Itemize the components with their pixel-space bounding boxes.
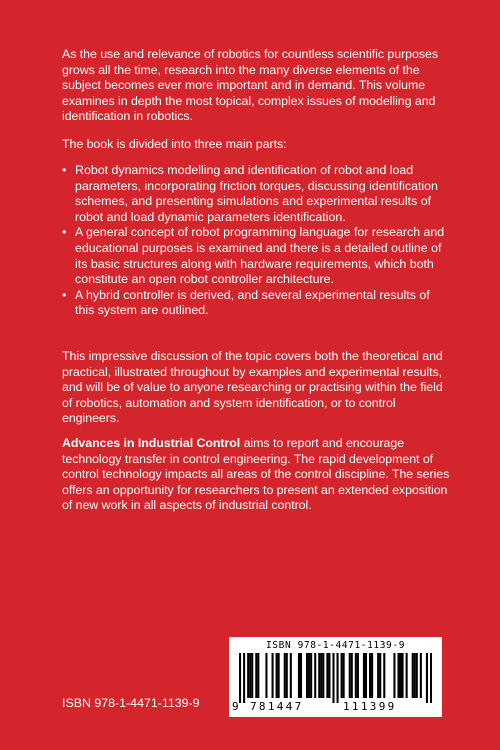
barcode-bar xyxy=(420,653,422,698)
series-paragraph xyxy=(62,436,452,514)
barcode-first-digit: 9 xyxy=(232,700,239,713)
barcode-bar xyxy=(290,653,292,698)
barcode-right-digits: 111399 xyxy=(343,700,397,713)
barcode-bar xyxy=(397,653,399,698)
barcode-bar xyxy=(355,653,357,698)
barcode xyxy=(229,637,442,717)
bullet-icon: • xyxy=(62,287,67,302)
barcode-bar xyxy=(272,653,274,698)
barcode-bar xyxy=(328,653,330,698)
barcode-bar xyxy=(363,653,365,698)
barcode-bar xyxy=(306,653,308,698)
barcode-bar xyxy=(318,653,320,698)
series-description: aims to report and encourage technology transfer in control engineering. The rapid development of control technology impacts all areas of the control discipline. The series offers an opportunity for researchers to present an extended exposition of new work in all aspects of industrial control. xyxy=(62,436,450,513)
barcode-bar xyxy=(308,653,310,698)
barcode-bar xyxy=(341,653,343,698)
list-item-text: Robot dynamics modelling and identification of robot and load parameters, incorporating friction torques, discussing identification schemes, and presenting simulations and experimental results of robot and load dynamic parameters identification. xyxy=(75,163,438,224)
intro-paragraph: As the use and relevance of robotics for countless scientific purposes grows all the time, research into the many diverse elements of the subject becomes ever more important and in demand. This volume examines in depth the most topical, complex issues of modelling and identification in robotics. xyxy=(62,47,438,124)
barcode-bar xyxy=(416,653,418,698)
barcode-bar xyxy=(320,653,322,698)
barcode-bar xyxy=(337,653,339,703)
barcode-bar xyxy=(379,653,381,698)
barcode-bar xyxy=(426,653,428,703)
list-item-text: A hybrid controller is derived, and several experimental results of this system are outlined. xyxy=(75,287,430,318)
barcode-bar xyxy=(377,653,379,698)
series-name: Advances in Industrial Control xyxy=(62,436,241,450)
list-item xyxy=(62,163,452,225)
barcode-bar xyxy=(276,653,278,698)
bullet-icon: • xyxy=(62,163,67,177)
summary-paragraph: This impressive discussion of the topic covers both the theoretical and practical, illustrated throughout by examples and experimental results, and will be of value to anyone researching or practising within the field of robotics, automation and system identification, or to control engineers. xyxy=(62,349,443,426)
barcode-bar xyxy=(406,653,408,698)
barcode-bar xyxy=(365,653,367,698)
barcode-bar xyxy=(278,653,280,698)
barcode-bar xyxy=(402,653,404,698)
barcode-bar xyxy=(332,653,334,703)
barcode-bar xyxy=(251,653,253,698)
barcode-bar xyxy=(349,653,351,698)
barcode-isbn-text: ISBN 978-1-4471-1139-9 xyxy=(265,640,406,651)
barcode-bar xyxy=(286,653,288,698)
barcode-bar xyxy=(255,653,257,698)
barcode-bar xyxy=(369,653,371,698)
barcode-bar xyxy=(399,653,401,698)
list-item xyxy=(62,225,452,287)
barcode-bar xyxy=(249,653,251,698)
list-item xyxy=(62,288,452,319)
barcode-bar xyxy=(310,653,312,698)
barcode-bar xyxy=(298,653,300,698)
barcode-bar xyxy=(239,653,241,703)
isbn-label: ISBN 978-1-4471-1139-9 xyxy=(62,696,200,710)
barcode-left-digits: 781447 xyxy=(250,700,304,713)
barcode-bar xyxy=(414,653,416,698)
barcode-bar xyxy=(247,653,249,698)
barcode-bar xyxy=(351,653,353,698)
barcode-bar xyxy=(243,653,245,703)
barcode-bar xyxy=(393,653,395,698)
barcode-bar xyxy=(371,653,373,698)
bullet-icon: • xyxy=(62,225,67,240)
barcode-bar xyxy=(326,653,328,698)
parts-intro: The book is divided into three main parts: xyxy=(62,137,287,151)
barcode-bar xyxy=(322,653,324,698)
list-item-text: A general concept of robot programming language for research and educational purposes is examined and there is a detailed outline of its basic structures along with hardware requirements, which both constitute an open robot controller architecture. xyxy=(75,225,445,287)
barcode-bar xyxy=(343,653,345,698)
barcode-bar xyxy=(314,653,316,698)
barcode-bar xyxy=(265,653,267,698)
barcode-bars-icon xyxy=(239,653,432,703)
barcode-bar xyxy=(284,653,286,698)
barcode-bar xyxy=(430,653,432,703)
barcode-bar xyxy=(383,653,385,698)
barcode-bar xyxy=(412,653,414,698)
barcode-bar xyxy=(357,653,359,698)
barcode-bar xyxy=(300,653,302,698)
parts-list xyxy=(62,163,452,319)
barcode-bar xyxy=(257,653,259,698)
